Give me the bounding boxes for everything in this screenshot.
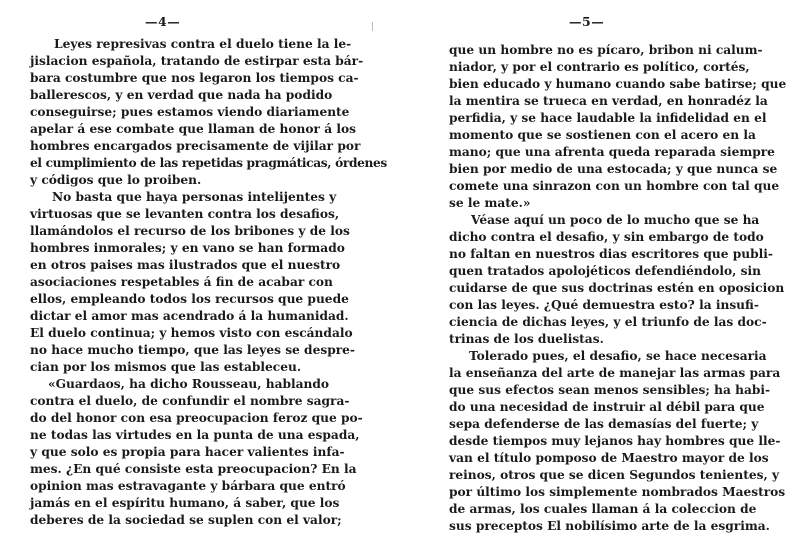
text-line: mano; que una afrenta queda reparada siempre xyxy=(449,145,775,159)
text-line: Leyes represivas contra el duelo tiene la le- xyxy=(54,37,352,51)
text-line: dicho contra el desafio, y sin embargo de todo xyxy=(449,230,764,244)
gutter-mark xyxy=(372,22,373,31)
text-line: ciencia de dichas leyes, y el triunfo de las doc- xyxy=(449,315,767,329)
text-line: do del honor con esa preocupacion feroz que po- xyxy=(30,411,363,425)
text-line: quen tratados apolojéticos defendiéndolo, sin xyxy=(449,264,762,278)
text-line: la mentira se truecа en verdad, en honradéz la xyxy=(449,94,768,108)
text-line: cuidarse de que sus doctrinas estén en oposicion xyxy=(449,281,785,295)
text-line: no faltan en nuestros dias escritores que publi- xyxy=(449,247,773,261)
text-line: conseguirse; pues estamos viendo diariamente xyxy=(30,105,350,119)
text-line: momento que se sostienen con el acero en la xyxy=(449,128,756,142)
text-line: virtuosas que se levanten contra los desafios, xyxy=(30,207,340,221)
text-line: con las leyes. ¿Qué demuestra esto? la insufi- xyxy=(449,298,759,312)
text-line: hombres inmorales; y en vano se han formado xyxy=(30,241,345,255)
text-line: asociaciones respetables á fin de acabar con xyxy=(30,275,333,289)
text-line: reinos, otros que se dicen Segundos tenientes, y xyxy=(449,468,780,482)
page-number-right: —5— xyxy=(569,14,605,29)
text-line: opinion mas estravagante y bárbara que entró xyxy=(30,479,346,493)
text-line: bien educado y humano cuando sabe batirse; que xyxy=(449,77,786,91)
text-line: ne todas las virtudes en la punta de una espada, xyxy=(30,428,360,442)
text-line: Tolerado pues, el desafio, se hace necesaria xyxy=(469,349,767,363)
text-line: contra el duelo, de confundir el nombre sagra- xyxy=(30,394,350,408)
text-line: que sus efectos sean menos sensibles; ha habi- xyxy=(449,383,771,397)
text-line: «Guardaos, ha dicho Rousseau, hablando xyxy=(48,377,330,391)
text-line: comete una sinrazon con un hombre con tal que xyxy=(449,179,780,193)
text-line: niador, y por el contrario es político, cortés, xyxy=(449,60,750,74)
text-line: y códigos que lo proiben. xyxy=(30,173,202,187)
text-line: mes. ¿En qué consiste esta preocupacion? En la xyxy=(30,462,357,476)
text-line: trinas de los duelistas. xyxy=(449,332,604,346)
text-line: sepa defenderse de las demasías del fuerte; y xyxy=(449,417,759,431)
text-line: bara costumbre que nos legaron los tiempos ca- xyxy=(30,71,359,85)
text-line: dictar el amor mas acendrado á la humanidad. xyxy=(30,309,349,323)
text-line: No basta que haya personas intelijentes y xyxy=(52,190,337,204)
text-line: El duelo continua; y hemos visto con escándalo xyxy=(30,326,353,340)
text-line: bien por medio de una estocada; y que nunca se xyxy=(449,162,778,176)
text-line: jamás en el espíritu humano, á saber, que los xyxy=(30,496,340,510)
text-line: perfidia, y se hace laudable la infidelidad en el xyxy=(449,111,767,125)
text-line: desde tiempos muy lejanos hay hombres que lle- xyxy=(449,434,781,448)
text-line: por último los simplemente nombrados Maestros xyxy=(449,485,786,499)
text-line: hombres encargados precisamente de vijilar por xyxy=(30,139,361,153)
text-line: de armas, los cuales llaman á la coleccion de xyxy=(449,502,757,516)
text-line: ellos, empleando todos los recursos que puede xyxy=(30,292,349,306)
text-line: sus preceptos El nobilísimo arte de la esgrima. xyxy=(449,519,770,533)
text-line: en otros paises mas ilustrados que el nuestro xyxy=(30,258,341,272)
text-line: llamándolos el recurso de los bribones y de los xyxy=(30,224,350,238)
text-line: la enseñanza del arte de manejar las armas para xyxy=(449,366,781,380)
text-line: van el título pomposo de Maestro mayor de los xyxy=(449,451,769,465)
text-line: apelar á ese combate que llaman de honor á los xyxy=(30,122,356,136)
text-line: no hace mucho tiempo, que las leyes se despre- xyxy=(30,343,355,357)
text-line: ballerescos, y en verdad que nada ha podido xyxy=(30,88,333,102)
text-line: jislacion española, tratando de estirpar esta bár- xyxy=(30,54,364,68)
page-number-left: —4— xyxy=(145,14,181,29)
text-line: el cumplimiento de las repetidas pragmáticas, órdenes xyxy=(30,156,387,170)
text-line: que un hombre no es pícaro, bribon ni calum- xyxy=(449,43,763,57)
text-line: cian por los mismos que las estableceu. xyxy=(30,360,302,374)
text-line: deberes de la sociedad se suplen con el valor; xyxy=(30,513,342,527)
text-line: Véase aquí un poco de lo mucho que se ha xyxy=(471,213,760,227)
text-line: y que solo es propia para hacer valientes infa- xyxy=(30,445,345,459)
text-line: do una necesidad de instruir al débil para que xyxy=(449,400,765,414)
text-line: se le mate.» xyxy=(449,196,531,210)
